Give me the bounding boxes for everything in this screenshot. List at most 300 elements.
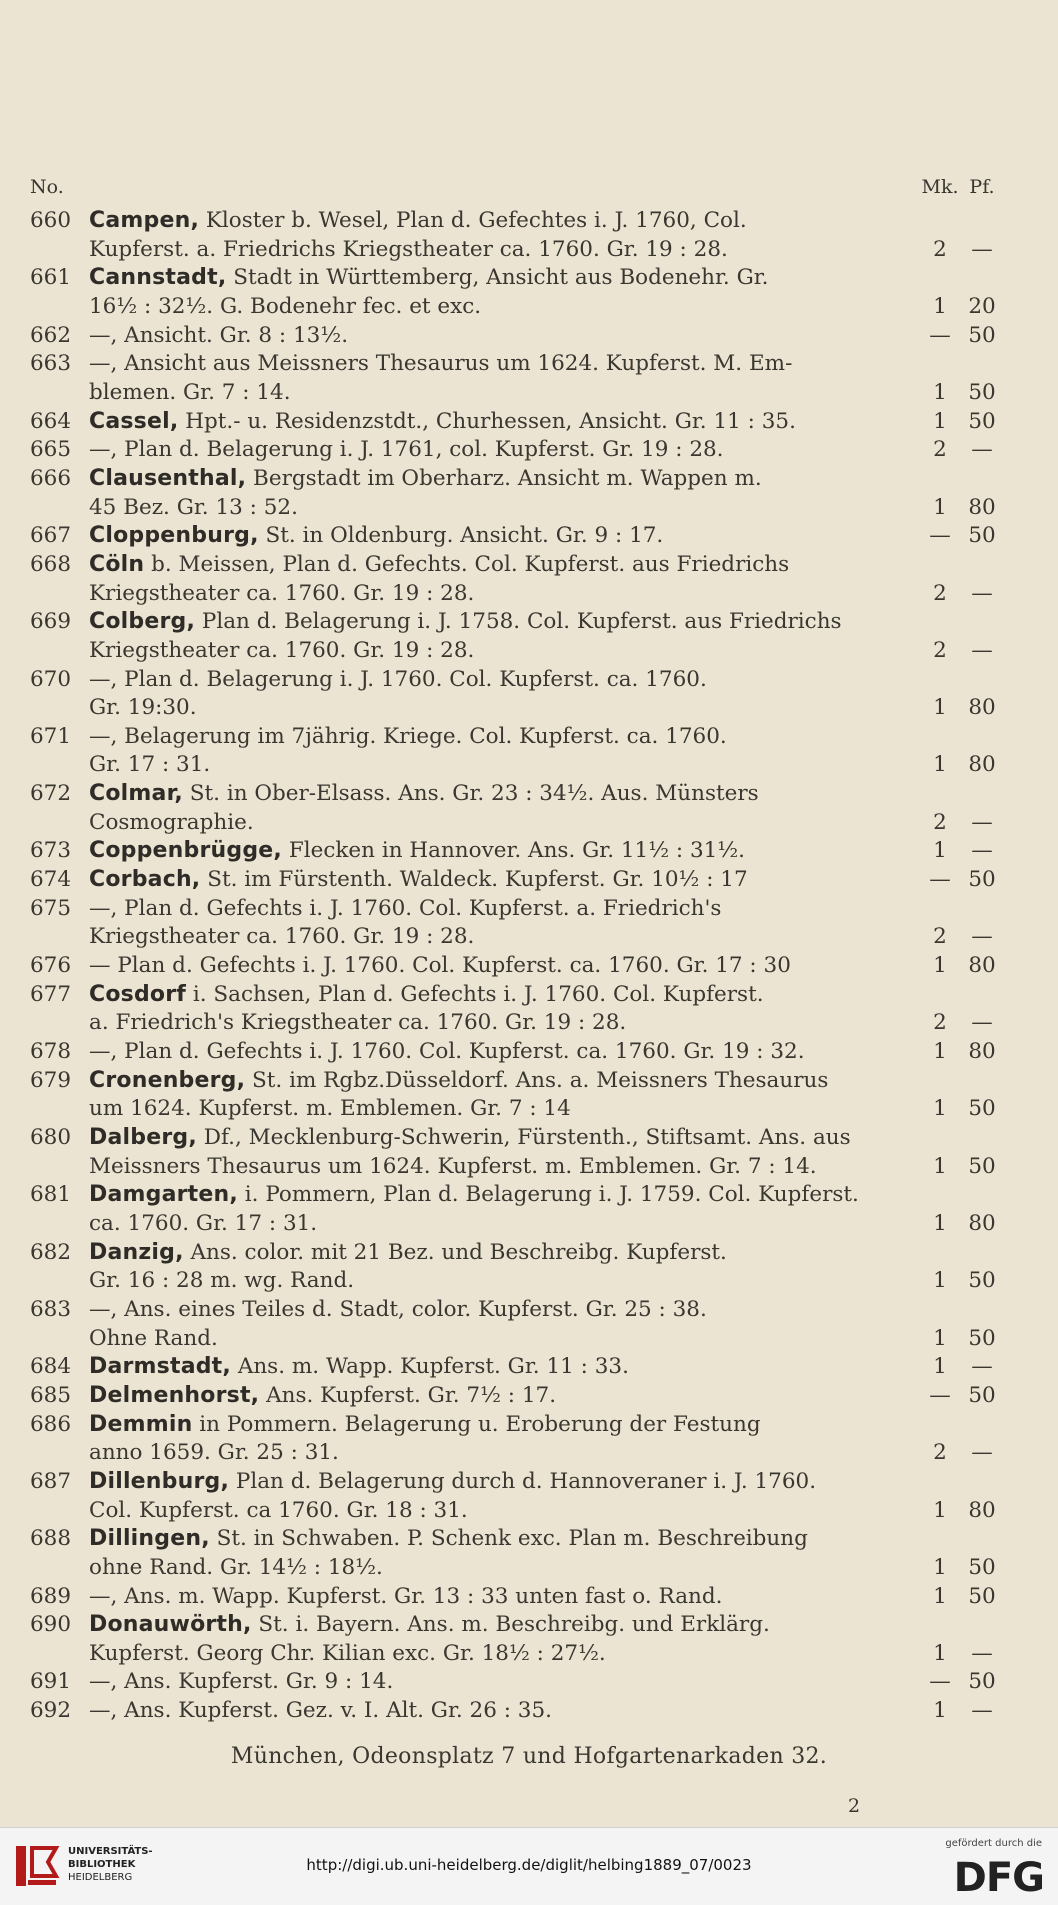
entry-number: 688: [30, 1526, 72, 1552]
entry-text: [89, 522, 911, 551]
entry-description: St. in Oldenburg. Ansicht. Gr. 9 : 17.: [265, 523, 664, 549]
entry-line: [30, 866, 996, 895]
entry-line: [30, 1124, 980, 1153]
price-mark: 2: [933, 437, 947, 463]
entry-description: Df., Mecklenburg-Schwerin, Fürstenth., Stiftsamt. Ans. aus: [203, 1125, 851, 1150]
price-pfennig: 50: [968, 523, 996, 549]
entry-text: [89, 1095, 911, 1124]
entry-description: St. i. Bayern. Ans. m. Beschreibg. und Erklärg.: [258, 1612, 770, 1638]
price-mark: 1: [933, 752, 947, 778]
entry-text: [89, 1353, 911, 1382]
entry-number: 672: [30, 781, 72, 807]
entry-text: [89, 1267, 911, 1296]
price-pfennig: 50: [968, 867, 996, 893]
catalog-entry: [30, 1124, 996, 1181]
entry-text: [89, 895, 911, 924]
entry-description: 45 Bez. Gr. 13 : 52.: [89, 494, 298, 520]
catalog-entry: [30, 952, 996, 981]
place-name: Colberg,: [89, 609, 196, 635]
entry-line: [30, 1009, 993, 1038]
header-mk: Mk.: [921, 176, 959, 198]
entry-text: [89, 1038, 911, 1067]
entry-text: [89, 1009, 911, 1038]
entry-text: [89, 1411, 911, 1440]
entry-description: ca. 1760. Gr. 17 : 31.: [89, 1210, 318, 1236]
price-pfennig: —: [971, 1640, 993, 1666]
entry-line: [30, 408, 996, 437]
entry-line: [30, 465, 980, 494]
entry-description: —, Ansicht. Gr. 8 : 13½.: [89, 322, 349, 348]
entry-description: Hpt.- u. Residenzstdt., Churhessen, Ansicht. Gr. 11 : 35.: [185, 408, 796, 434]
dfg-caption: gefördert durch die: [945, 1838, 1042, 1849]
entry-description: a. Friedrich's Kriegstheater ca. 1760. Gr. 19 : 28.: [89, 1010, 627, 1036]
entry-line: [30, 1353, 993, 1382]
catalog-entry: [30, 264, 996, 321]
entry-text: [89, 666, 911, 695]
catalog-entry: [30, 866, 996, 895]
catalog-entry: [30, 1353, 993, 1382]
entry-line: [30, 1497, 996, 1526]
price-pfennig: 80: [968, 953, 996, 979]
entry-line: [30, 350, 980, 379]
price-mark: —: [929, 322, 951, 348]
price-mark: 2: [933, 1010, 947, 1036]
entry-number: 692: [30, 1698, 72, 1724]
entry-number: 677: [30, 981, 72, 1007]
price-mark: 1: [933, 494, 947, 520]
catalog-entry: [30, 1382, 996, 1411]
entry-text: [89, 694, 911, 723]
place-name: Darmstadt,: [89, 1354, 231, 1380]
place-name: Corbach,: [89, 867, 201, 893]
entry-text: [89, 866, 911, 895]
place-name: Dalberg,: [89, 1125, 197, 1150]
entry-text: [89, 837, 911, 866]
entry-description: Stadt in Württemberg, Ansicht aus Bodenehr. Gr.: [233, 265, 769, 291]
column-header: [30, 176, 995, 202]
entry-line: [30, 1611, 980, 1640]
entry-line: [30, 1067, 980, 1096]
entry-text: [89, 1468, 911, 1497]
entry-line: [30, 264, 980, 293]
entry-line: [30, 923, 993, 952]
catalog-entry: [30, 1583, 996, 1612]
price-pfennig: —: [971, 809, 993, 835]
price-mark: 2: [933, 924, 947, 950]
catalog-entry: [30, 1181, 996, 1238]
place-name: Delmenhorst,: [89, 1382, 260, 1408]
price-mark: —: [929, 1382, 951, 1408]
price-mark: —: [929, 1669, 951, 1695]
entry-text: [89, 1153, 911, 1182]
entry-text: [89, 1640, 911, 1669]
dfg-logo: DFG: [953, 1855, 1044, 1901]
catalog-entry: [30, 1468, 996, 1525]
entry-line: [30, 1296, 980, 1325]
entry-number: 689: [30, 1583, 72, 1609]
place-name: Campen,: [89, 208, 200, 233]
entry-number: 664: [30, 408, 72, 434]
price-pfennig: —: [971, 580, 993, 606]
entry-line: [30, 1382, 996, 1411]
catalog-entry: [30, 608, 993, 665]
place-name: Dillingen,: [89, 1526, 210, 1552]
entry-line: [30, 580, 993, 609]
price-pfennig: 80: [968, 494, 996, 520]
catalog-entry: [30, 408, 996, 437]
entry-description: Flecken in Hannover. Ans. Gr. 11½ : 31½.: [288, 838, 746, 864]
entry-number: 665: [30, 437, 72, 463]
entry-line: [30, 436, 993, 465]
price-mark: 2: [933, 236, 947, 262]
entry-description: Ans. m. Wapp. Kupferst. Gr. 11 : 33.: [237, 1354, 629, 1380]
entry-text: [89, 1124, 911, 1153]
entry-description: —, Plan d. Belagerung i. J. 1760. Col. Kupferst. ca. 1760.: [89, 666, 707, 692]
entry-text: [89, 981, 911, 1010]
entry-line: [30, 236, 993, 265]
entry-text: [89, 379, 911, 408]
entry-text: [89, 952, 911, 981]
entry-number: 668: [30, 551, 72, 577]
entry-number: 687: [30, 1468, 72, 1494]
entry-line: [30, 1468, 980, 1497]
place-name: Dillenburg,: [89, 1468, 230, 1494]
catalog-entry: [30, 1611, 993, 1668]
price-pfennig: —: [971, 838, 993, 864]
entry-number: 670: [30, 666, 72, 692]
entry-number: 682: [30, 1239, 72, 1265]
entry-description: —, Plan d. Gefechts i. J. 1760. Col. Kupferst. a. Friedrich's: [89, 895, 722, 921]
price-mark: —: [929, 523, 951, 549]
entry-text: [89, 1697, 911, 1726]
price-mark: 1: [933, 379, 947, 405]
catalog-entry: [30, 1038, 996, 1067]
entry-description: Kloster b. Wesel, Plan d. Gefechtes i. J. 1760, Col.: [205, 208, 747, 233]
entry-description: i. Pommern, Plan d. Belagerung i. J. 1759. Col. Kupferst.: [244, 1182, 859, 1208]
entry-text: [89, 608, 911, 637]
entry-line: [30, 1038, 996, 1067]
price-mark: 1: [933, 1039, 947, 1065]
entry-description: Kriegstheater ca. 1760. Gr. 19 : 28.: [89, 580, 475, 606]
entry-line: [30, 837, 993, 866]
entry-number: 686: [30, 1411, 72, 1437]
price-pfennig: 80: [968, 695, 996, 721]
digitization-bar: [0, 1827, 1058, 1905]
entry-number: 666: [30, 465, 72, 491]
entry-line: [30, 1095, 996, 1124]
entry-description: —, Ans. Kupferst. Gr. 9 : 14.: [89, 1669, 394, 1695]
entry-text: [89, 293, 911, 322]
place-name: Clausenthal,: [89, 465, 247, 491]
entry-description: Kupferst. Georg Chr. Kilian exc. Gr. 18½ : 27½.: [89, 1640, 606, 1666]
catalog-entry: [30, 837, 993, 866]
entry-number: 691: [30, 1669, 72, 1695]
entry-description: in Pommern. Belagerung u. Eroberung der Festung: [199, 1411, 761, 1437]
entry-line: [30, 1583, 996, 1612]
catalog-entry: [30, 1525, 996, 1582]
entry-text: [89, 780, 911, 809]
place-name: Danzig,: [89, 1239, 184, 1265]
place-name: Demmin: [89, 1411, 193, 1437]
entry-text: [89, 322, 911, 351]
entry-description: Ohne Rand.: [89, 1325, 218, 1351]
entry-line: [30, 809, 993, 838]
entry-description: St. im Fürstenth. Waldeck. Kupferst. Gr. 10½ : 17: [207, 867, 748, 893]
entry-line: [30, 780, 980, 809]
price-mark: 1: [933, 1153, 947, 1179]
entry-description: Kriegstheater ca. 1760. Gr. 19 : 28.: [89, 637, 475, 663]
entry-description: —, Ans. Kupferst. Gez. v. I. Alt. Gr. 26 : 35.: [89, 1698, 552, 1724]
entry-description: Cosmographie.: [89, 809, 254, 835]
price-pfennig: 80: [968, 1497, 996, 1523]
publisher-address: München, Odeonsplatz 7 und Hofgartenarkaden 32.: [230, 1744, 828, 1769]
entry-text: [89, 465, 911, 494]
entry-line: [30, 379, 996, 408]
entry-number: 667: [30, 523, 72, 549]
price-mark: 1: [933, 1325, 947, 1351]
catalog-entry: [30, 666, 996, 723]
entry-description: Gr. 16 : 28 m. wg. Rand.: [89, 1268, 355, 1294]
entry-number: 683: [30, 1296, 72, 1322]
price-pfennig: 80: [968, 1039, 996, 1065]
entry-text: [89, 580, 911, 609]
price-pfennig: —: [971, 1010, 993, 1036]
catalog-entry: [30, 522, 996, 551]
entry-description: b. Meissen, Plan d. Gefechts. Col. Kupferst. aus Friedrichs: [151, 551, 790, 577]
entry-description: —, Ans. m. Wapp. Kupferst. Gr. 13 : 33 unten fast o. Rand.: [89, 1583, 723, 1609]
price-pfennig: 80: [968, 1210, 996, 1236]
entry-text: [89, 1668, 911, 1697]
place-name: Coppenbrügge,: [89, 838, 282, 864]
entry-text: [89, 551, 911, 580]
catalog-entry: [30, 780, 993, 837]
entry-line: [30, 723, 980, 752]
catalog-entry: [30, 895, 993, 952]
entry-description: Kriegstheater ca. 1760. Gr. 19 : 28.: [89, 924, 475, 950]
price-pfennig: 80: [968, 752, 996, 778]
place-name: Cosdorf: [89, 981, 187, 1007]
entry-text: [89, 494, 911, 523]
price-mark: 1: [933, 1554, 947, 1580]
price-pfennig: 50: [968, 1096, 996, 1122]
price-pfennig: 50: [968, 1669, 996, 1695]
catalog-list: [30, 207, 996, 1726]
library-name: UNIVERSITÄTS- BIBLIOTHEK HEIDELBERG: [68, 1846, 153, 1883]
entry-description: anno 1659. Gr. 25 : 31.: [89, 1440, 339, 1466]
entry-description: Gr. 17 : 31.: [89, 752, 211, 778]
entry-line: [30, 1439, 993, 1468]
entry-text: [89, 1382, 911, 1411]
entry-text: [89, 1181, 911, 1210]
price-mark: 2: [933, 580, 947, 606]
entry-line: [30, 1411, 980, 1440]
price-mark: 1: [933, 1583, 947, 1609]
entry-number: 681: [30, 1182, 72, 1208]
catalog-entry: [30, 465, 996, 522]
entry-line: [30, 895, 980, 924]
entry-line: [30, 751, 996, 780]
entry-line: [30, 1525, 980, 1554]
price-pfennig: 50: [968, 1583, 996, 1609]
entry-description: —, Ans. eines Teiles d. Stadt, color. Kupferst. Gr. 25 : 38.: [89, 1296, 707, 1322]
price-pfennig: 50: [968, 1325, 996, 1351]
entry-line: [30, 1554, 996, 1583]
price-pfennig: —: [971, 1698, 993, 1724]
price-mark: 2: [933, 637, 947, 663]
price-pfennig: —: [971, 437, 993, 463]
price-pfennig: 20: [968, 293, 996, 319]
entry-number: 678: [30, 1039, 72, 1065]
entry-line: [30, 952, 996, 981]
entry-number: 661: [30, 265, 72, 291]
catalog-entry: [30, 1067, 996, 1124]
entry-text: [89, 1325, 911, 1354]
entry-description: St. im Rgbz.Düsseldorf. Ans. a. Meissners Thesaurus: [252, 1067, 829, 1093]
entry-number: 660: [30, 208, 72, 233]
price-mark: 1: [933, 1698, 947, 1724]
entry-line: [30, 1267, 996, 1296]
entry-number: 671: [30, 723, 72, 749]
entry-number: 680: [30, 1125, 72, 1150]
entry-text: [89, 1239, 911, 1268]
catalog-entry: [30, 723, 996, 780]
price-pfennig: 50: [968, 1382, 996, 1408]
entry-text: [89, 1067, 911, 1096]
entry-text: [89, 1525, 911, 1554]
entry-number: 685: [30, 1382, 72, 1408]
header-no: No.: [30, 176, 64, 198]
catalog-entry: [30, 551, 993, 608]
price-pfennig: —: [971, 1354, 993, 1380]
entry-line: [30, 1668, 996, 1697]
entry-line: [30, 322, 996, 351]
price-mark: —: [929, 867, 951, 893]
price-mark: 1: [933, 1354, 947, 1380]
entry-description: 16½ : 32½. G. Bodenehr fec. et exc.: [89, 293, 482, 319]
catalog-entry: [30, 1239, 996, 1296]
entry-text: [89, 1296, 911, 1325]
place-name: Cronenberg,: [89, 1067, 246, 1093]
price-mark: 1: [933, 1497, 947, 1523]
place-name: Cassel,: [89, 408, 179, 434]
price-pfennig: —: [971, 236, 993, 262]
entry-description: Ans. Kupferst. Gr. 7½ : 17.: [266, 1382, 557, 1408]
entry-number: 690: [30, 1612, 72, 1638]
entry-description: blemen. Gr. 7 : 14.: [89, 379, 291, 405]
place-name: Cloppenburg,: [89, 523, 259, 549]
entry-text: [89, 1583, 911, 1612]
header-pf: Pf.: [969, 176, 995, 198]
entry-text: [89, 923, 911, 952]
catalog-entry: [30, 981, 993, 1038]
entry-text: [89, 723, 911, 752]
price-mark: 1: [933, 408, 947, 434]
entry-text: [89, 1439, 911, 1468]
entry-line: [30, 608, 980, 637]
page-number: 2: [848, 1795, 861, 1817]
price-pfennig: 50: [968, 322, 996, 348]
price-mark: 1: [933, 293, 947, 319]
entry-description: Plan d. Belagerung i. J. 1758. Col. Kupferst. aus Friedrichs: [201, 609, 842, 635]
price-mark: 1: [933, 953, 947, 979]
entry-description: Meissners Thesaurus um 1624. Kupferst. m. Emblemen. Gr. 7 : 14.: [89, 1153, 817, 1179]
entry-line: [30, 1325, 996, 1354]
entry-text: [89, 809, 911, 838]
entry-description: —, Belagerung im 7jährig. Kriege. Col. Kupferst. ca. 1760.: [89, 723, 727, 749]
entry-description: ohne Rand. Gr. 14½ : 18½.: [89, 1554, 383, 1580]
place-name: Cannstadt,: [89, 265, 227, 291]
entry-line: [30, 494, 996, 523]
entry-description: —, Plan d. Gefechts i. J. 1760. Col. Kupferst. ca. 1760. Gr. 19 : 32.: [89, 1039, 805, 1065]
entry-description: Ans. color. mit 21 Bez. und Beschreibg. Kupferst.: [190, 1239, 727, 1265]
place-name: Cöln: [89, 551, 145, 577]
entry-text: [89, 1210, 911, 1239]
entry-description: —, Ansicht aus Meissners Thesaurus um 1624. Kupferst. M. Em-: [89, 351, 793, 377]
price-pfennig: 50: [968, 379, 996, 405]
entry-line: [30, 1210, 996, 1239]
catalog-entry: [30, 1411, 993, 1468]
price-pfennig: 50: [968, 1153, 996, 1179]
entry-line: [30, 522, 996, 551]
price-mark: 1: [933, 695, 947, 721]
place-name: Damgarten,: [89, 1182, 238, 1208]
entry-text: [89, 1554, 911, 1583]
entry-text: [89, 1497, 911, 1526]
entry-line: [30, 981, 980, 1010]
price-mark: 1: [933, 1096, 947, 1122]
entry-line: [30, 1181, 980, 1210]
entry-text: [89, 207, 911, 236]
entry-line: [30, 293, 996, 322]
entry-number: 663: [30, 351, 72, 377]
catalog-entry: [30, 436, 993, 465]
entry-description: — Plan d. Gefechts i. J. 1760. Col. Kupferst. ca. 1760. Gr. 17 : 30: [89, 953, 791, 979]
entry-line: [30, 1640, 993, 1669]
price-pfennig: 50: [968, 1554, 996, 1580]
entry-line: [30, 1153, 996, 1182]
entry-description: Col. Kupferst. ca 1760. Gr. 18 : 31.: [89, 1497, 468, 1523]
entry-line: [30, 1239, 980, 1268]
entry-number: 676: [30, 953, 72, 979]
entry-description: Gr. 19:30.: [89, 695, 197, 721]
entry-text: [89, 350, 911, 379]
price-pfennig: —: [971, 637, 993, 663]
entry-line: [30, 694, 996, 723]
catalog-entry: [30, 1296, 996, 1353]
entry-text: [89, 637, 911, 666]
entry-description: Kupferst. a. Friedrichs Kriegstheater ca. 1760. Gr. 19 : 28.: [89, 236, 728, 262]
price-mark: 1: [933, 1268, 947, 1294]
entry-description: Plan d. Belagerung durch d. Hannoveraner i. J. 1760.: [235, 1468, 817, 1494]
entry-description: —, Plan d. Belagerung i. J. 1761, col. Kupferst. Gr. 19 : 28.: [89, 437, 724, 463]
price-mark: 1: [933, 1640, 947, 1666]
entry-line: [30, 1697, 993, 1726]
entry-text: [89, 751, 911, 780]
source-url[interactable]: http://digi.ub.uni-heidelberg.de/diglit/helbing1889_07/0023: [306, 1856, 752, 1874]
price-mark: 1: [933, 838, 947, 864]
entry-text: [89, 1611, 911, 1640]
entry-description: Bergstadt im Oberharz. Ansicht m. Wappen m.: [253, 465, 762, 491]
entry-line: [30, 637, 993, 666]
entry-description: St. in Schwaben. P. Schenk exc. Plan m. Beschreibung: [216, 1526, 808, 1552]
entry-number: 673: [30, 838, 72, 864]
place-name: Donauwörth,: [89, 1612, 252, 1638]
entry-number: 684: [30, 1354, 72, 1380]
entry-text: [89, 236, 911, 265]
catalog-entry: [30, 350, 996, 407]
entry-text: [89, 408, 911, 437]
price-mark: 2: [933, 1440, 947, 1466]
